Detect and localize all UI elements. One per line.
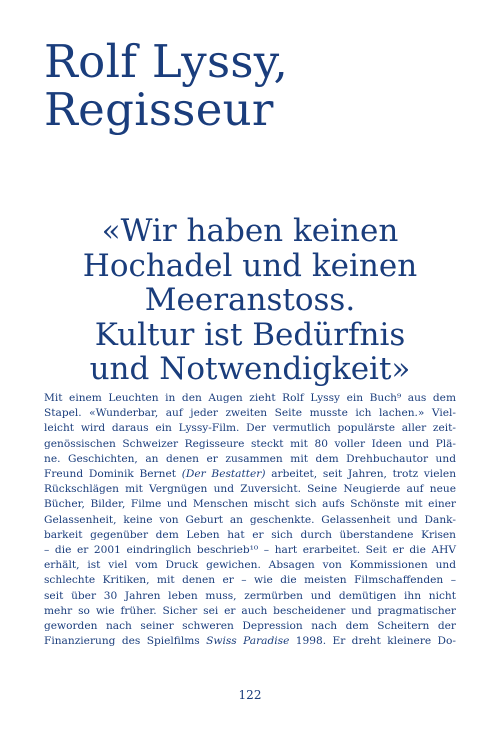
title-line-2: Regisseur — [44, 83, 274, 136]
body-line — [44, 467, 456, 482]
quote-line-3: Meeranstoss. — [144, 282, 356, 318]
body-line: – die er 2001 eindringlich beschrieb¹⁰ – hart erarbeitet. Seit er die AHV — [44, 544, 456, 557]
body-line: genössischen Schweizer Regisseure steckt mit 80 voller Ideen und Plä- — [44, 437, 456, 450]
body-line — [44, 634, 456, 649]
body-text-run: Finanzierung des Spielfilms — [44, 635, 207, 648]
body-line: Gelassenheit, keine von Geburt an geschenkte. Gelassenheit und Dank- — [44, 513, 456, 526]
body-line: ne. Geschichten, an denen er zusammen mit dem Drehbuchautor und — [44, 452, 456, 465]
body-line: barkeit gegenüber dem Leben hat er sich durch überstandene Krisen — [44, 528, 456, 541]
body-text-run: Freund Dominik Bernet — [44, 468, 182, 481]
body-line: Rückschlägen mit Vergnügen und Zuversicht. Seine Neugierde auf neue — [44, 483, 456, 496]
quote-line-1: «Wir haben keinen — [101, 213, 399, 249]
film-title-der-bestatter: (Der Bestatter) — [181, 468, 266, 481]
body-text-run: arbeitet, seit Jahren, trotz vielen — [265, 468, 457, 481]
body-line: Stapel. «Wunderbar, auf jeder zweiten Seite musste ich lachen.» Viel- — [44, 407, 456, 420]
body-line: mehr so wie früher. Sicher sei er auch bescheidener und pragmatischer — [44, 604, 456, 617]
body-text-run: 1998. Er dreht kleinere Do- — [289, 635, 457, 648]
quote-line-2: Hochadel und keinen — [82, 247, 418, 284]
body-line: erhält, ist viel vom Druck gewichen. Absagen von Kommissionen und — [44, 559, 456, 572]
article-title — [44, 35, 464, 136]
body-line: schlechte Kritiken, mit denen er – wie die meisten Filmschaffenden – — [44, 574, 456, 587]
title-line-1: Rolf Lyssy, — [44, 35, 289, 88]
body-line: Mit einem Leuchten in den Augen zieht Rolf Lyssy ein Buch⁹ aus dem — [44, 392, 456, 404]
pull-quote — [30, 214, 470, 387]
body-text — [44, 391, 456, 649]
film-title-swiss-paradise: Swiss Paradise — [206, 635, 290, 648]
body-line: Bücher, Bilder, Filme und Menschen mischt sich aufs Schönste mit einer — [44, 498, 456, 511]
body-line: seit über 30 Jahren leben muss, zermürben und demütigen ihn nicht — [44, 589, 456, 602]
quote-line-4: Kultur ist Bedürfnis — [94, 316, 406, 353]
body-line: geworden nach seiner schweren Depression nach dem Scheitern der — [44, 620, 456, 633]
quote-line-5: und Notwendigkeit» — [89, 351, 411, 387]
body-line: leicht wird daraus ein Lyssy-Film. Der vermutlich populärste aller zeit- — [44, 422, 456, 435]
page-number: 122 — [238, 688, 262, 702]
